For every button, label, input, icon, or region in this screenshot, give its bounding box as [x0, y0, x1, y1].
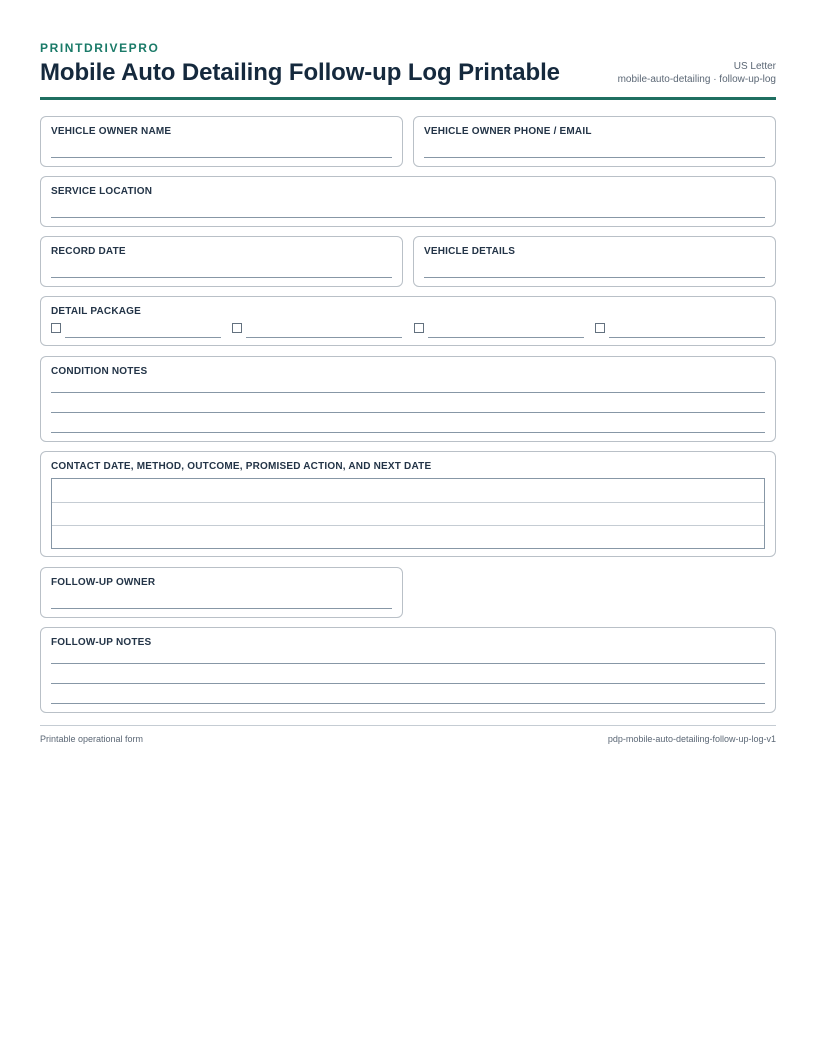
detail-package-label: DETAIL PACKAGE: [51, 306, 142, 317]
service-location-label: SERVICE LOCATION: [51, 186, 153, 197]
document-meta: [618, 60, 776, 86]
condition-notes-label: CONDITION NOTES: [51, 366, 148, 377]
follow-up-owner-writing-line[interactable]: [51, 608, 392, 609]
condition-notes-field[interactable]: [40, 356, 776, 442]
brand-name: PRINTDRIVEPRO: [40, 41, 160, 55]
owner-contact-writing-line[interactable]: [424, 157, 765, 158]
package-option[interactable]: [232, 323, 402, 339]
follow-up-notes-line[interactable]: [51, 663, 765, 664]
table-row-divider: [52, 502, 764, 503]
package-writing-line[interactable]: [246, 337, 402, 338]
package-option[interactable]: [595, 323, 765, 339]
package-option[interactable]: [414, 323, 584, 339]
owner-contact-field[interactable]: [413, 116, 776, 167]
service-location-field[interactable]: [40, 176, 776, 227]
service-location-writing-line[interactable]: [51, 217, 765, 218]
record-date-writing-line[interactable]: [51, 277, 392, 278]
package-checkbox[interactable]: [232, 323, 242, 333]
follow-up-notes-label: FOLLOW-UP NOTES: [51, 637, 152, 648]
package-checkbox[interactable]: [51, 323, 61, 333]
detail-package-field: [40, 296, 776, 346]
condition-notes-line[interactable]: [51, 432, 765, 433]
condition-notes-line[interactable]: [51, 412, 765, 413]
package-option[interactable]: [51, 323, 221, 339]
vehicle-details-label: VEHICLE DETAILS: [424, 246, 516, 257]
contact-log-label: CONTACT DATE, METHOD, OUTCOME, PROMISED ACTION, AND NEXT DATE: [51, 461, 432, 472]
detail-package-options: [51, 323, 765, 339]
condition-notes-line[interactable]: [51, 392, 765, 393]
package-writing-line[interactable]: [609, 337, 765, 338]
footer-caption: Printable operational form: [40, 734, 144, 744]
vehicle-details-writing-line[interactable]: [424, 277, 765, 278]
contact-log-table[interactable]: [51, 478, 765, 549]
follow-up-owner-label: FOLLOW-UP OWNER: [51, 577, 156, 588]
package-checkbox[interactable]: [414, 323, 424, 333]
header-rule: [40, 97, 776, 100]
owner-contact-label: VEHICLE OWNER PHONE / EMAIL: [424, 126, 592, 137]
follow-up-notes-line[interactable]: [51, 683, 765, 684]
package-checkbox[interactable]: [595, 323, 605, 333]
contact-log-field: [40, 451, 776, 557]
package-writing-line[interactable]: [428, 337, 584, 338]
record-date-field[interactable]: [40, 236, 403, 287]
table-row-divider: [52, 525, 764, 526]
follow-up-owner-field[interactable]: [40, 567, 403, 618]
package-writing-line[interactable]: [65, 337, 221, 338]
form-id: pdp-mobile-auto-detailing-follow-up-log-v1: [607, 734, 776, 744]
owner-name-label: VEHICLE OWNER NAME: [51, 126, 172, 137]
footer-rule: [40, 725, 776, 726]
page-title: Mobile Auto Detailing Follow-up Log Printable: [40, 59, 560, 86]
document-path: mobile-auto-detailing · follow-up-log: [617, 74, 776, 85]
follow-up-notes-line[interactable]: [51, 703, 765, 704]
owner-name-field[interactable]: [40, 116, 403, 167]
paper-size: US Letter: [733, 61, 776, 72]
record-date-label: RECORD DATE: [51, 246, 126, 257]
follow-up-notes-field[interactable]: [40, 627, 776, 713]
owner-name-writing-line[interactable]: [51, 157, 392, 158]
vehicle-details-field[interactable]: [413, 236, 776, 287]
